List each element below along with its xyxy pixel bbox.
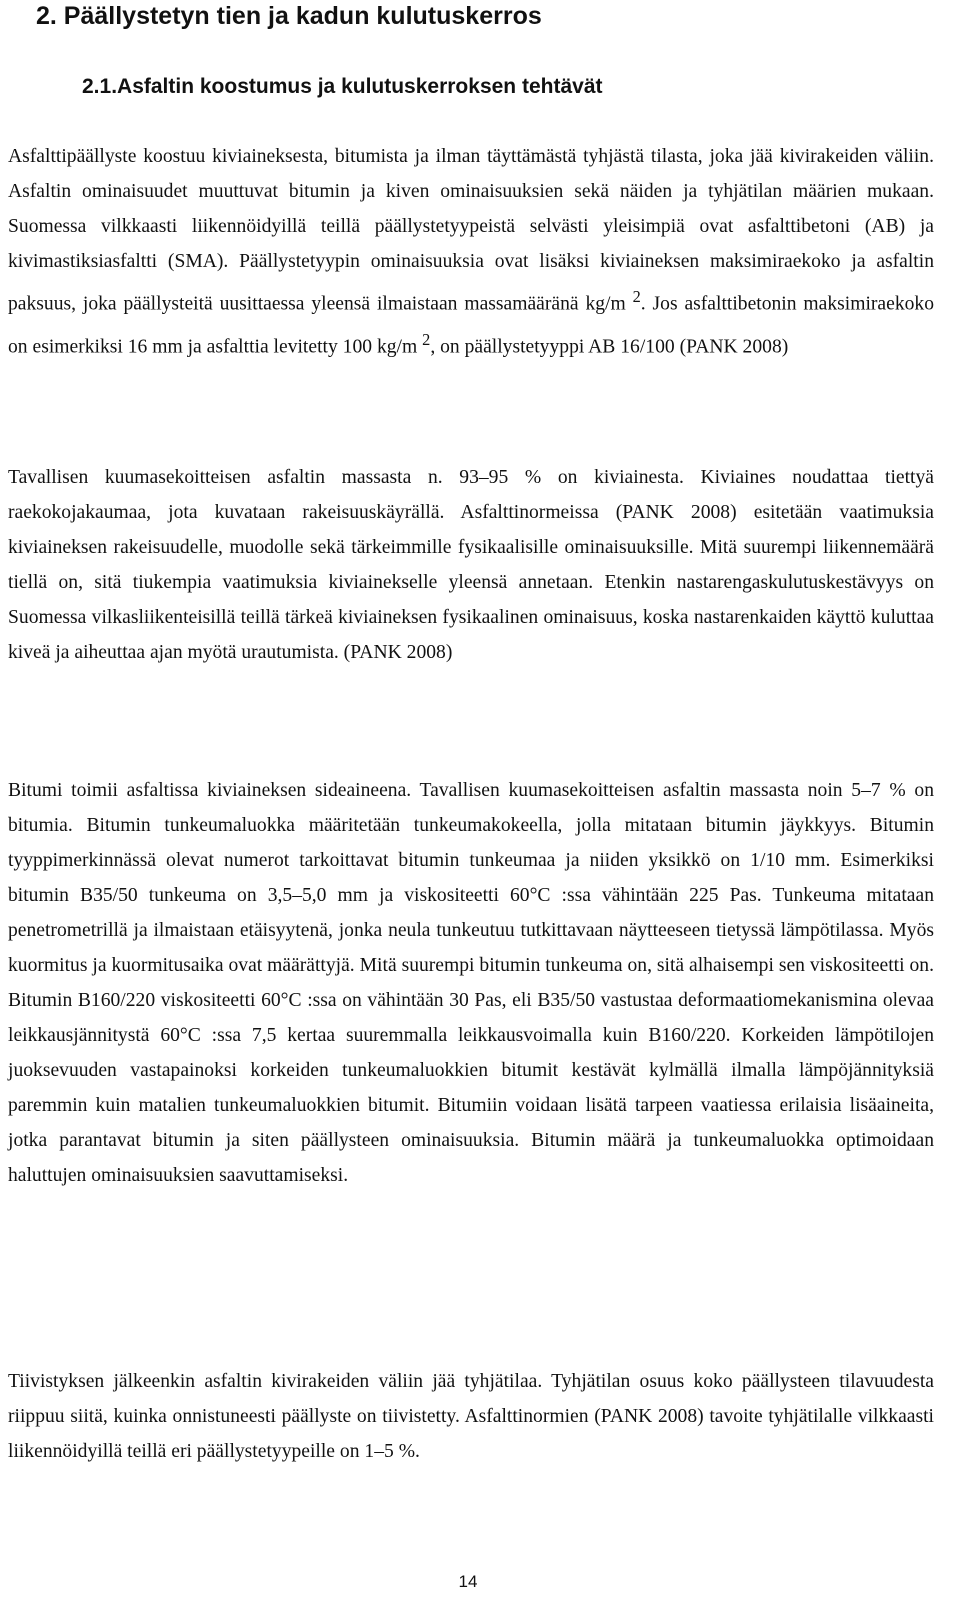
- paragraph-composition-text-a: Asfalttipäällyste koostuu kiviaineksesta, bitumista ja ilman täyttämästä tyhjästä tilasta, joka jää kivirakeiden väliin. Asfaltin ominaisuudet muuttuvat bitumin ja kiven ominaisuuksien sekä näiden ja tyhjätilan määrien mukaan. Suomessa vilkkaasti liikennöidyillä teillä päällystetyypeistä selvästi yleisimpiä ovat asfalttibetoni (AB) ja kivimastiksiasfaltti (SMA). Päällystetyypin ominaisuuksia ovat lisäksi kiviaineksen maksimiraekoko ja asfaltin paksuus, joka päällysteitä uusittaessa yleensä ilmaistaan massamääränä kg/m: [8, 146, 934, 315]
- paragraph-aggregate: Tavallisen kuumasekoitteisen asfaltin massasta n. 93–95 % on kiviainesta. Kiviaines noudattaa tiettyä raekokojakaumaa, jota kuvataan rakeisuuskäyrällä. Asfalttinormeissa (PANK 2008) esitetään vaatimuksia kiviaineksen rakeisuudelle, muodolle sekä tärkeimmille fysikaalisille ominaisuuksille. Mitä suurempi liikennemäärä tiellä on, sitä tiukempia vaatimuksia kiviainekselle yleensä annetaan. Etenkin nastarengaskulutuskestävyys on Suomessa vilkasliikenteisillä teillä tärkeä kiviaineksen fysikaalinen ominaisuus, koska nastarenkaiden käyttö kuluttaa kiveä ja aiheuttaa ajan myötä urautumista. (PANK 2008): [8, 467, 934, 663]
- paragraph-bitumen: Bitumi toimii asfaltissa kiviaineksen sideaineena. Tavallisen kuumasekoitteisen asfaltin massasta noin 5–7 % on bitumia. Bitumin tunkeumaluokka määritetään tunkeumakokeella, jolla mitataan bitumin jäykkyys. Bitumin tyyppimerkinnässä olevat numerot tarkoittavat bitumin tunkeumaa ja niiden yksikkö on 1/10 mm. Esimerkiksi bitumin B35/50 tunkeuma on 3,5–5,0 mm ja viskositeetti 60°C :ssa vähintään 225 Pas. Tunkeuma mitataan penetrometrillä ja ilmaistaan etäisyytenä, jonka neula tunkeutuu tutkittavaan näytteeseen tietyssä lämpötilassa. Myös kuormitus ja kuormitusaika ovat määrättyjä. Mitä suurempi bitumin tunkeuma on, sitä alhaisempi sen viskositeetti on. Bitumin B160/220 viskositeetti 60°C :ssa on vähintään 30 Pas, eli B35/50 vastustaa deformaatiomekanismina olevaa leikkausjännitystä 60°C :ssa 7,5 kertaa suuremmalla leikkausvoimalla kuin B160/220. Korkeiden lämpötilojen juoksevuuden vastapainoksi korkeiden tunkeumaluokkien bitumit kestävät kylmällä ilmalla lämpöjännityksiä paremmin kuin matalien tunkeumaluokkien bitumit. Bitumiin voidaan lisätä tarpeen vaatiessa erilaisia lisäaineita, jotka parantavat bitumin ja siten päällysteen ominaisuuksia. Bitumin määrä ja tunkeumaluokka optimoidaan haluttujen ominaisuuksien saavuttamiseksi.: [8, 780, 934, 1186]
- paragraph-composition-text-c: , on päällystetyyppi AB 16/100 (PANK 2008): [430, 336, 789, 358]
- superscript-2: 2: [422, 329, 431, 349]
- page-number: 14: [458, 1572, 478, 1591]
- subsection-heading: 2.1.Asfaltin koostumus ja kulutuskerroksen tehtävät: [82, 75, 603, 98]
- superscript-2: 2: [632, 287, 641, 306]
- paragraph-air-voids: Tiivistyksen jälkeenkin asfaltin kivirakeiden väliin jää tyhjätilaa. Tyhjätilan osuus koko päällysteen tilavuudesta riippuu siitä, kuinka onnistuneesti päällyste on tiivistetty. Asfalttinormien (PANK 2008) tavoite tyhjätilalle vilkkaasti liikennöidyillä teillä eri päällystetyypeille on 1–5 %.: [8, 1371, 934, 1462]
- section-heading: 2. Päällystetyn tien ja kadun kulutuskerros: [36, 2, 542, 30]
- paragraph-composition: [8, 139, 934, 364]
- paragraph-composition-text-b: . Jos asfalttibetonin maksimiraekoko on esimerkiksi 16 mm ja asfalttia levitetty 100 kg/m: [8, 293, 935, 358]
